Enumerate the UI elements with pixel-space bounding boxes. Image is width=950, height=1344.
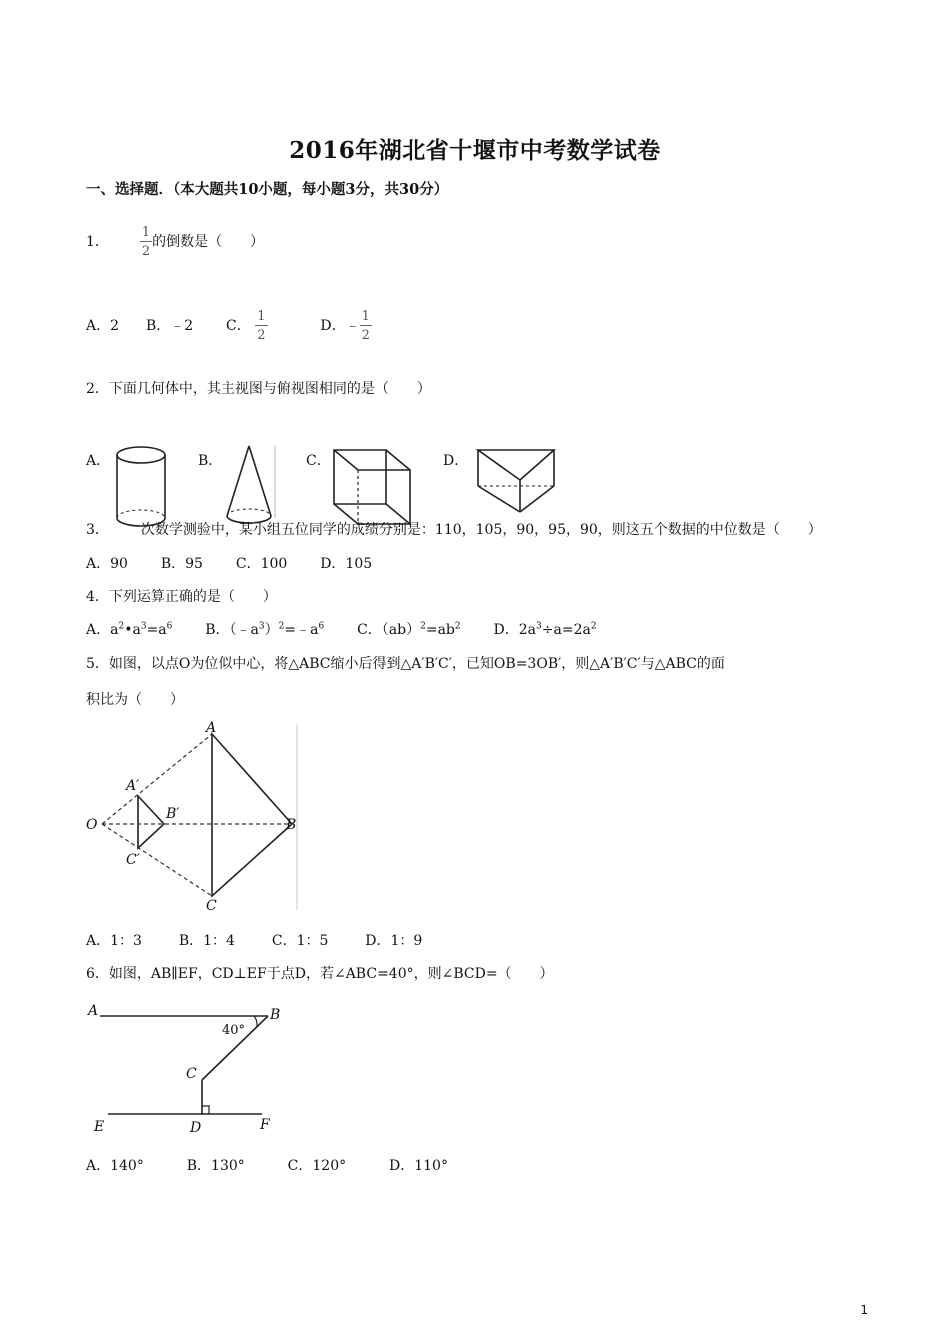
option-b: B．	[198, 453, 223, 469]
label-a: A	[206, 720, 217, 736]
option-d: D．110°	[389, 1158, 448, 1174]
fraction-numerator: 1	[141, 225, 151, 240]
cone-figure	[215, 440, 285, 530]
question-4-options	[86, 619, 597, 639]
option-a: A．	[86, 453, 111, 469]
option-a: A．$a^2•a^3=a^6$	[86, 621, 173, 638]
option-d: D．$2a^3\div a=2a^2$	[493, 621, 597, 638]
question-5-line-2: 积比为（ ）	[86, 692, 184, 708]
label-c-prime: C′	[126, 852, 140, 868]
label-e: E	[94, 1119, 105, 1135]
question-1-fraction	[140, 226, 152, 258]
triangular-prism-figure	[470, 440, 565, 520]
option-c: C．	[306, 453, 331, 469]
option-b: B．1：4	[178, 933, 235, 949]
fraction-numerator: 1	[361, 309, 370, 324]
option-a: A．1：3	[86, 933, 142, 949]
option-b: B．130°	[186, 1158, 245, 1174]
question-3-options	[86, 553, 372, 573]
label-b: B	[286, 817, 297, 833]
question-4-text: 4．下列运算正确的是（ ）	[86, 589, 277, 605]
question-3-number: 3．	[86, 522, 109, 538]
option-c: C．$(ab)^2=ab^2$	[357, 621, 461, 638]
option-c: C．1：5	[271, 933, 329, 949]
option-b: B．$(﹣a^3)^2=﹣a^6$	[205, 621, 325, 638]
angle-label: 40°	[222, 1023, 246, 1038]
similar-triangles-figure	[82, 720, 307, 915]
option-a-label: A．a	[86, 622, 119, 638]
question-5-line-1: 5．如图，以点O为位似中心，将△ABC缩小后得到△A′B′C′，已知OB=3OB′，则△A′B′C′与△ABC的面	[86, 656, 725, 672]
option-d: D．105	[320, 556, 373, 572]
label-c: C	[186, 1066, 197, 1082]
question-6-text: 6．如图，AB∥EF，CD⊥EF于点D，若∠ABC=40°，则∠BCD=（ ）	[86, 966, 554, 982]
question-2-text: 2．下面几何体中，其主视图与俯视图相同的是（ ）	[86, 381, 431, 397]
label-c: C	[206, 898, 217, 914]
option-d: D．﹣	[320, 318, 360, 334]
section-heading: 一、选择题．（本大题共10小题，每小题3分，共30分）	[86, 181, 449, 198]
question-5-options	[86, 930, 422, 950]
option-d-fraction	[360, 310, 372, 342]
option-d: D．1：9	[365, 933, 423, 949]
question-6-options	[86, 1155, 448, 1175]
option-b: B．95	[160, 556, 203, 572]
label-d: D	[190, 1120, 202, 1136]
fraction-denominator: 2	[141, 244, 151, 259]
fraction-numerator: 1	[257, 309, 266, 324]
label-a: A	[88, 1003, 99, 1019]
option-c-fraction	[255, 310, 267, 342]
question-3-text	[86, 519, 822, 539]
option-c: C．	[226, 318, 251, 334]
option-a: A．140°	[86, 1158, 144, 1174]
parallel-lines-figure	[82, 996, 292, 1136]
question-1-number: 1．	[86, 234, 109, 250]
option-c: C．100	[235, 556, 288, 572]
option-b: B．﹣2	[145, 318, 194, 334]
fraction-denominator: 2	[257, 328, 266, 343]
label-b-prime: B′	[166, 806, 180, 822]
label-o: O	[86, 817, 98, 833]
question-1-options	[86, 310, 372, 342]
cylinder-figure	[105, 440, 185, 530]
question-3-body: 次数学测验中，某小组五位同学的成绩分别是：110，105，90，95，90，则这五个数据的中位数是（ ）	[140, 522, 822, 538]
option-a: A．90	[86, 556, 128, 572]
option-b-label: B．（﹣a	[205, 622, 259, 638]
label-f: F	[260, 1117, 270, 1133]
label-b: B	[270, 1007, 281, 1023]
option-d-label: D．2a	[493, 622, 537, 638]
option-c-label: C．（ab）	[357, 622, 421, 638]
question-1-text: 的倒数是（ ）	[152, 234, 265, 250]
label-a-prime: A′	[126, 778, 140, 794]
option-a: A．2	[86, 318, 120, 334]
question-1	[86, 226, 264, 258]
fraction-denominator: 2	[361, 328, 370, 343]
option-c: C．120°	[287, 1158, 347, 1174]
page-title: 2016年湖北省十堰市中考数学试卷	[289, 137, 661, 164]
option-d: D．	[443, 453, 469, 469]
page-number: 1	[860, 1303, 868, 1317]
